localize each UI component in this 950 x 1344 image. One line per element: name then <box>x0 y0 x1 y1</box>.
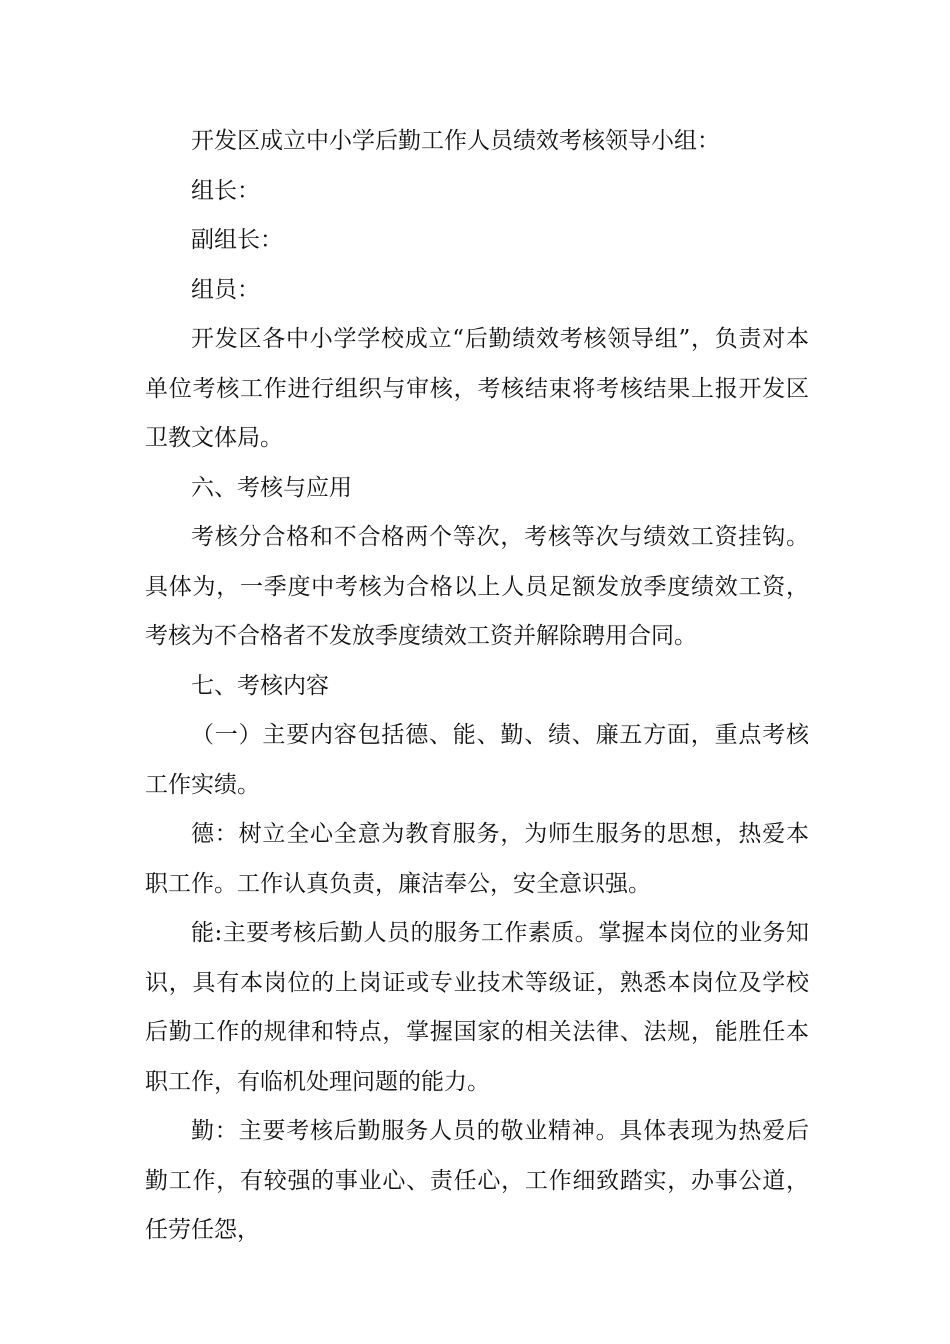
paragraph-deputy-leader: 副组长： <box>191 227 283 253</box>
paragraph-virtue: 德：树立全心全意为教育服务，为师生服务的思想，热爱本职工作。工作认真负责，廉洁奉公，安全意识强。 <box>145 821 809 897</box>
section-heading-7: 七、考核内容 <box>191 672 329 699</box>
section-heading-6: 六、考核与应用 <box>191 474 352 501</box>
paragraph-ability: 能:主要考核后勤人员的服务工作素质。掌握本岗位的业务知识，具有本岗位的上岗证或专业技术等级证，熟悉本岗位及学校后勤工作的规律和特点，掌握国家的相关法律、法规，能胜任本职工作，有临机处理问题的能力。 <box>145 920 809 1095</box>
paragraph-diligence: 勤：主要考核后勤服务人员的敬业精神。具体表现为热爱后勤工作，有较强的事业心、责任心，工作细致踏实，办事公道，任劳任怨， <box>145 1118 809 1243</box>
paragraph-assessment-application: 考核分合格和不合格两个等次，考核等次与绩效工资挂钩。具体为，一季度中考核为合格以上人员足额发放季度绩效工资，考核为不合格者不发放季度绩效工资并解除聘用合同。 <box>145 524 809 649</box>
paragraph-school-groups: 开发区各中小学学校成立“后勤绩效考核领导组”，负责对本单位考核工作进行组织与审核，考核结束将考核结果上报开发区卫教文体局。 <box>145 326 809 451</box>
paragraph-leadership-group: 开发区成立中小学后勤工作人员绩效考核领导小组： <box>191 128 720 154</box>
paragraph-members: 组员： <box>191 276 260 303</box>
paragraph-main-content: （一）主要内容包括德、能、勤、绩、廉五方面，重点考核工作实绩。 <box>145 722 809 798</box>
paragraph-group-leader: 组长： <box>191 177 260 204</box>
document-body <box>145 117 809 1256</box>
